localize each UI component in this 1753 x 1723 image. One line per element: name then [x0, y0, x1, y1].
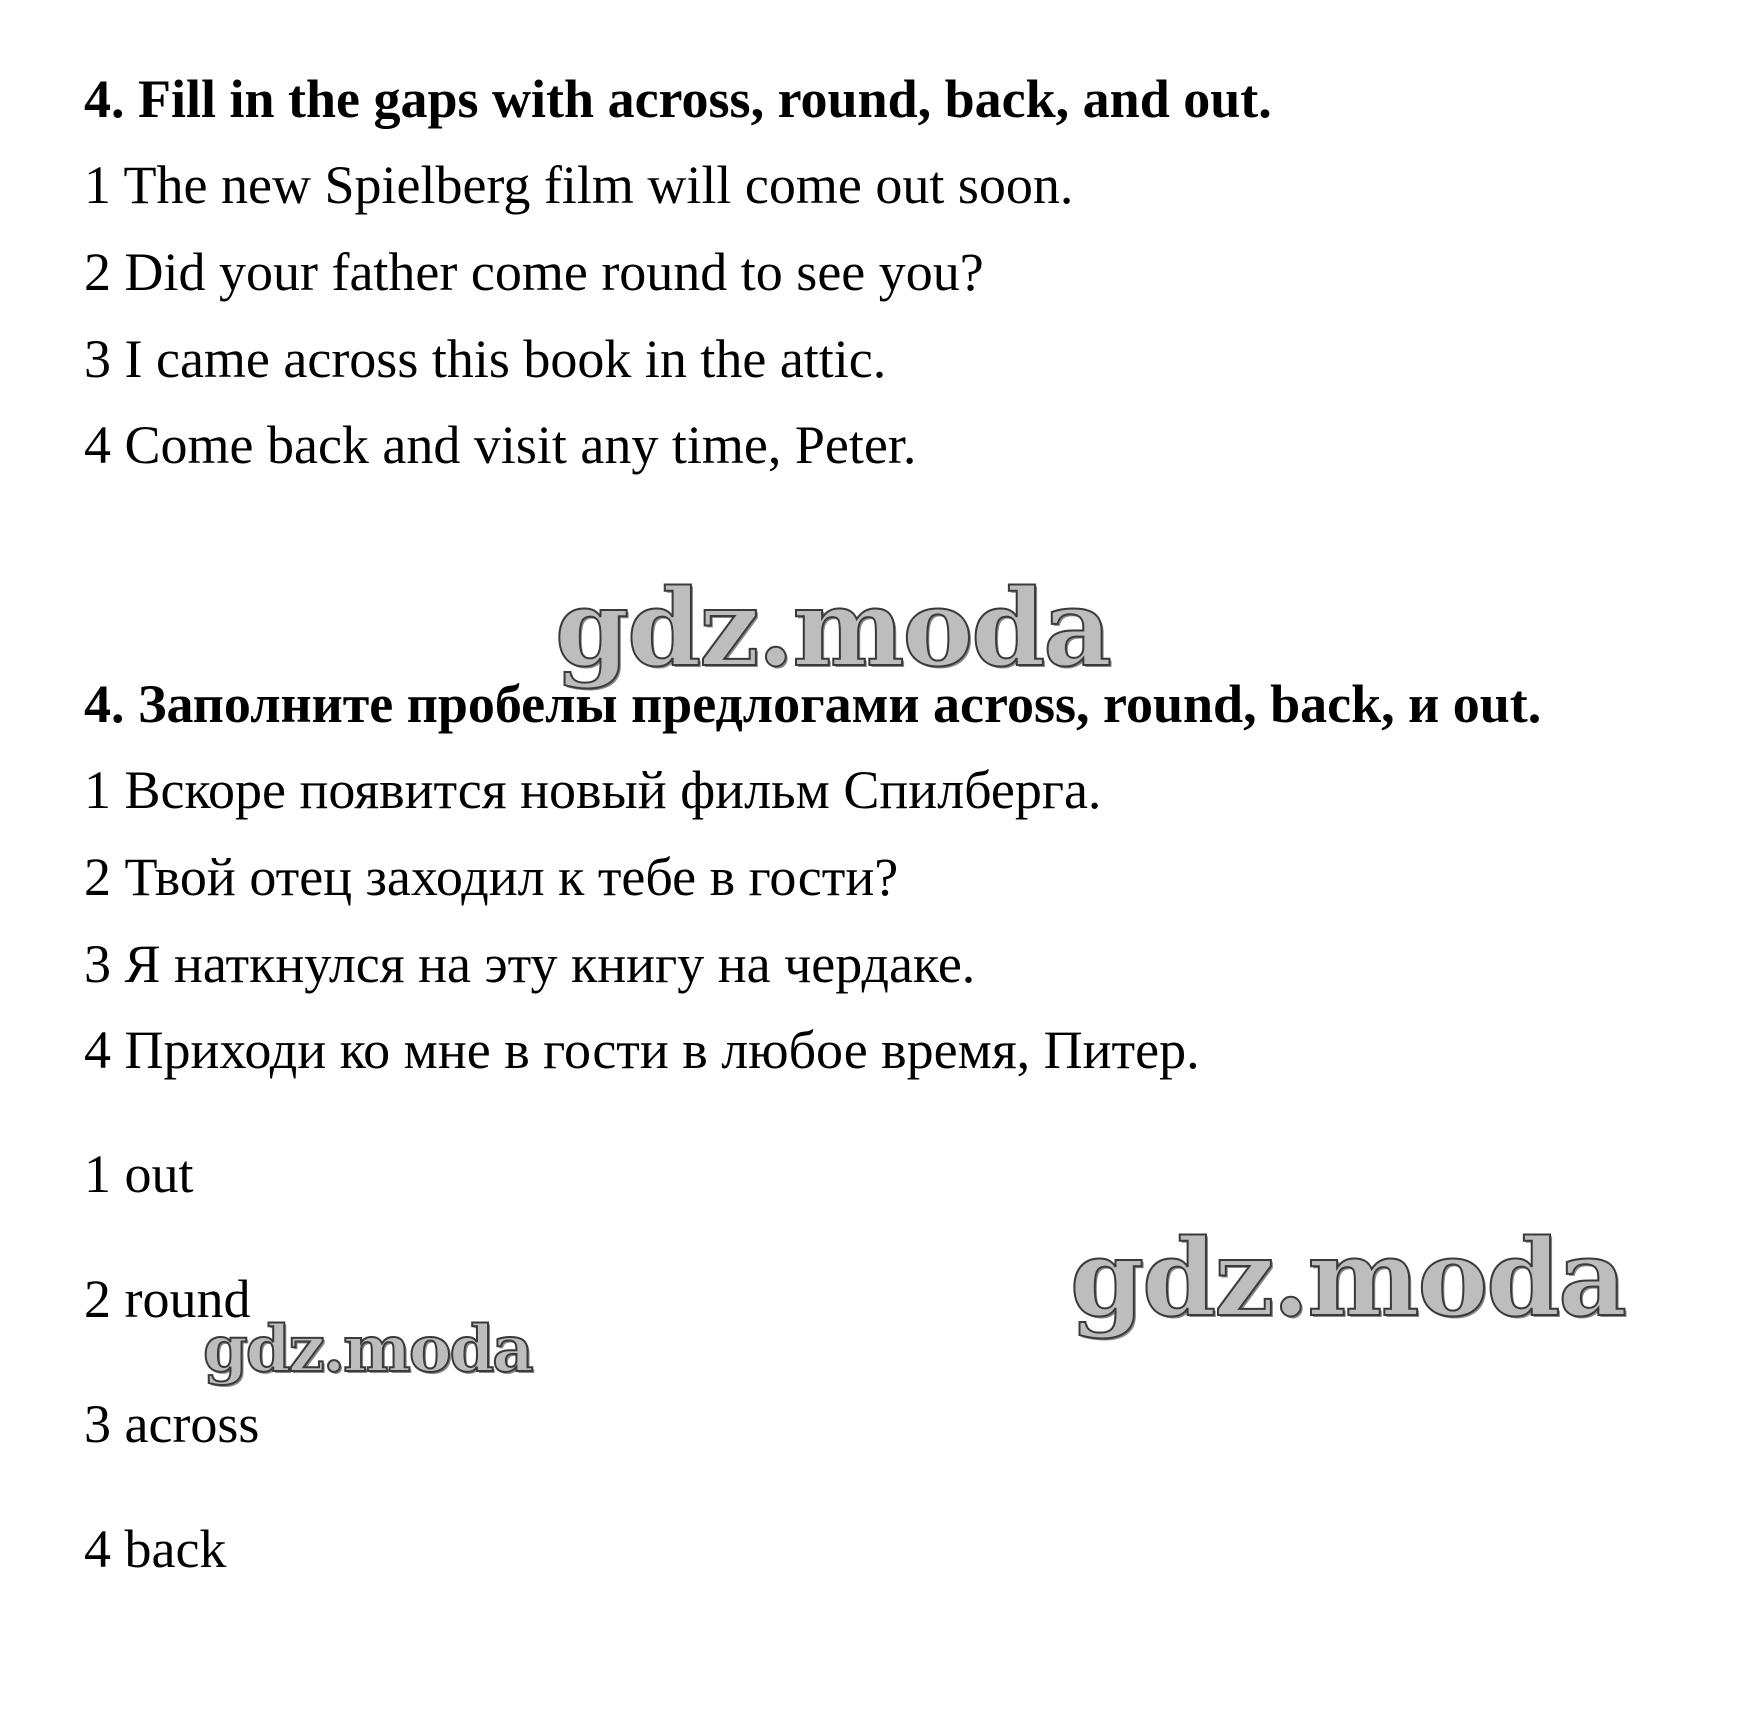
- english-sentence: 3 I came across this book in the attic.: [84, 329, 887, 389]
- english-sentence: 1 The new Spielberg film will come out soon.: [84, 155, 1074, 215]
- russian-sentence: 1 Вскоре появится новый фильм Спилберга.: [84, 760, 1102, 820]
- russian-sentence: 3 Я наткнулся на эту книгу на чердаке.: [84, 934, 976, 994]
- answer-item: 3 across: [84, 1394, 260, 1454]
- english-sentence: 4 Come back and visit any time, Peter.: [84, 415, 917, 475]
- english-task-heading: 4. Fill in the gaps with across, round, back, and out.: [84, 69, 1272, 129]
- russian-task-heading: 4. Заполните пробелы предлогами across, round, back, и out.: [84, 674, 1542, 734]
- russian-sentence: 4 Приходи ко мне в гости в любое время, Питер.: [84, 1020, 1200, 1080]
- answer-item: 2 round: [84, 1269, 251, 1329]
- watermark-logo: gdz.moda: [555, 565, 1110, 690]
- english-sentence: 2 Did your father come round to see you?: [84, 242, 984, 302]
- russian-sentence: 2 Твой отец заходил к тебе в гости?: [84, 847, 899, 907]
- answer-item: 4 back: [84, 1519, 227, 1579]
- watermark-logo: gdz.moda: [203, 1312, 532, 1387]
- watermark-logo: gdz.moda: [1070, 1215, 1625, 1340]
- answer-item: 1 out: [84, 1144, 194, 1204]
